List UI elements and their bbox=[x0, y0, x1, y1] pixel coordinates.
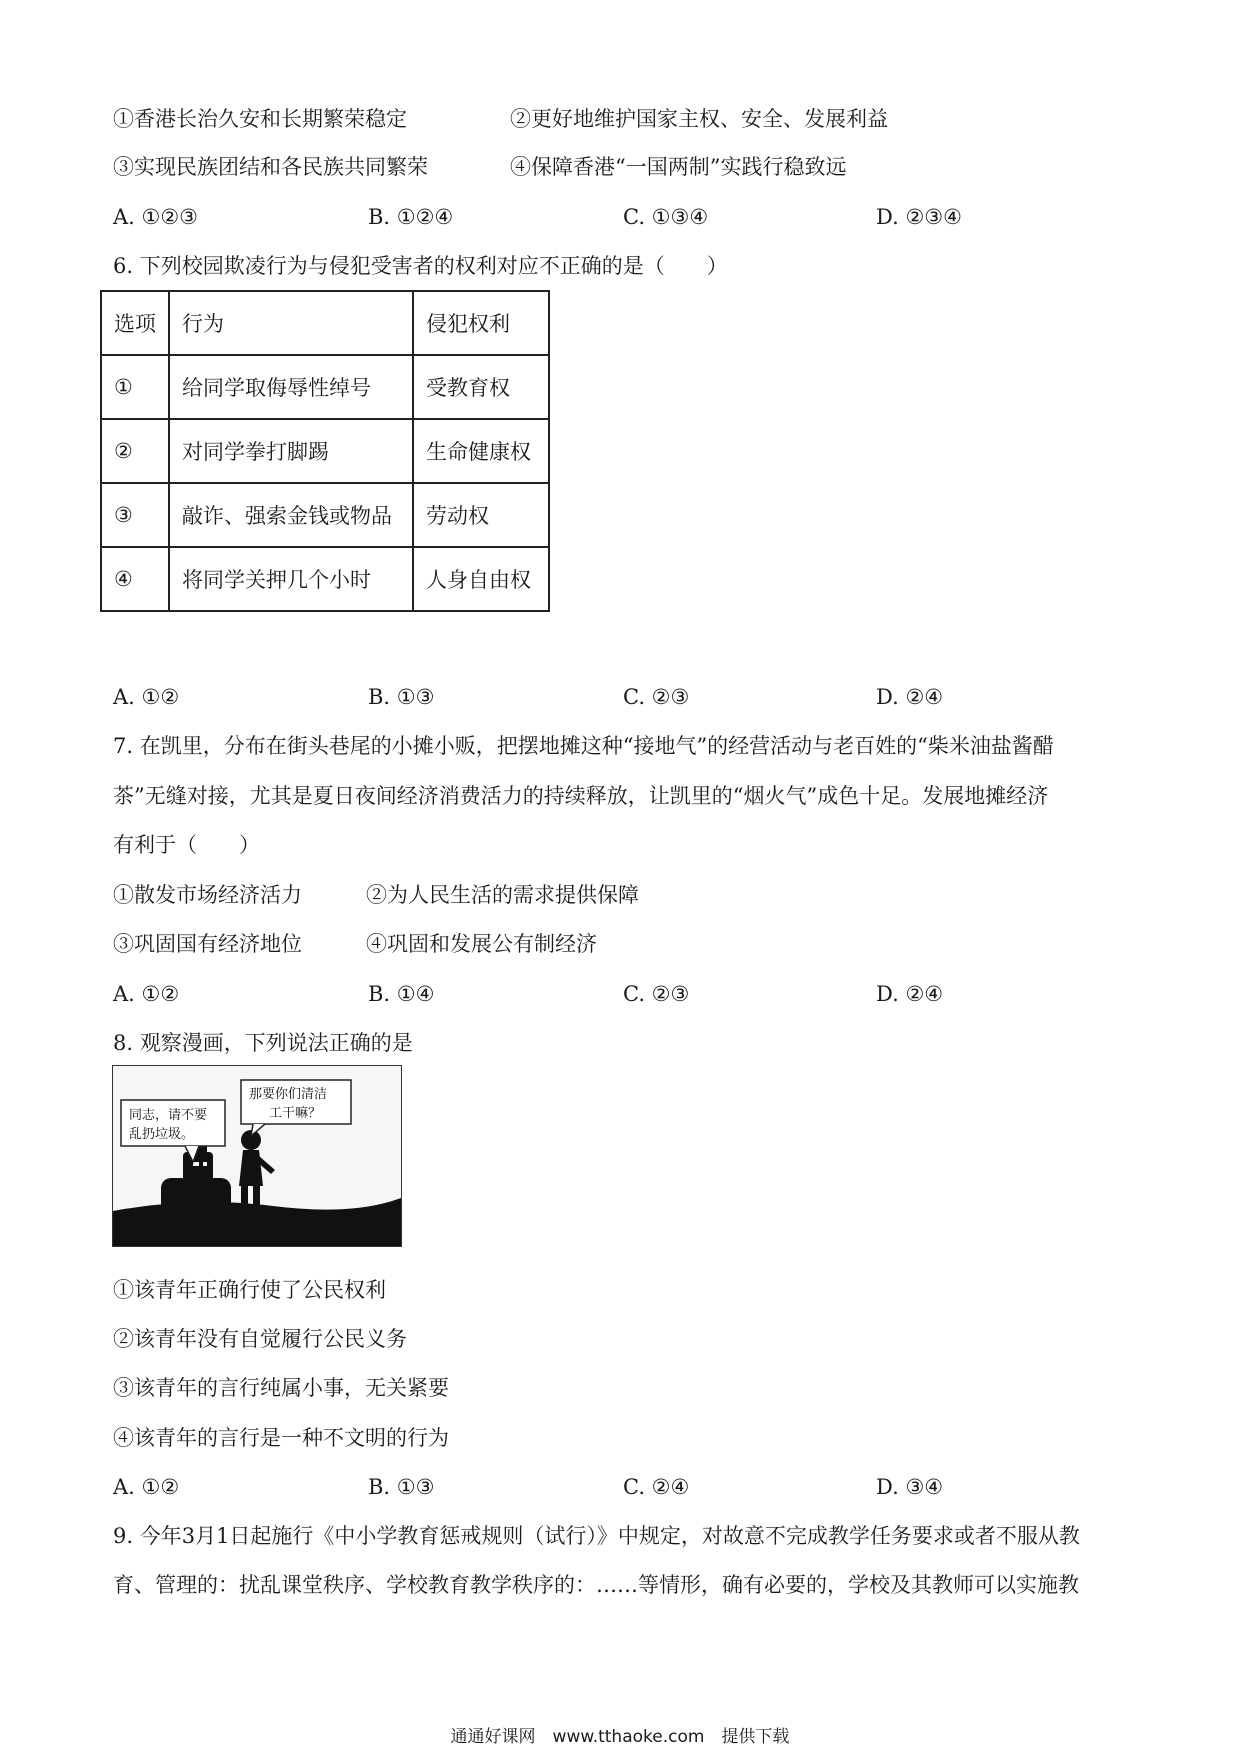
table-row bbox=[101, 419, 549, 483]
q8-statement-2: ②该青年没有自觉履行公民义务 bbox=[113, 1327, 407, 1351]
table-header: 选项 bbox=[101, 291, 169, 355]
q8-statement-3: ③该青年的言行纯属小事，无关紧要 bbox=[113, 1376, 449, 1400]
table-cell: 人身自由权 bbox=[413, 547, 549, 611]
q7-statement-3: ③巩固国有经济地位 bbox=[113, 932, 302, 956]
q9-question-line-2: 育、管理的：扰乱课堂秩序、学校教育教学秩序的：……等情形，确有必要的，学校及其教师可以实施教 bbox=[113, 1573, 1079, 1597]
q6-option-d: D. ②④ bbox=[876, 685, 944, 709]
bubble-right-line-1: 那要你们清洁 bbox=[249, 1087, 328, 1102]
q5-option-a: A. ①②③ bbox=[113, 205, 198, 229]
q7-option-d: D. ②④ bbox=[876, 982, 944, 1006]
table-header: 行为 bbox=[169, 291, 413, 355]
q8-statement-1: ①该青年正确行使了公民权利 bbox=[113, 1278, 386, 1302]
q7-question-line-3: 有利于（ ） bbox=[113, 833, 260, 857]
q7-option-a: A. ①② bbox=[113, 982, 180, 1006]
q8-option-d: D. ③④ bbox=[876, 1475, 944, 1499]
table-cell: 受教育权 bbox=[413, 355, 549, 419]
cartoon-illustration bbox=[113, 1066, 401, 1246]
table-cell: ③ bbox=[101, 483, 169, 547]
q5-statement-3: ③实现民族团结和各民族共同繁荣 bbox=[113, 155, 428, 179]
page-footer: 通通好课网 www.tthaoke.com 提供下载 bbox=[450, 1727, 790, 1747]
q5-statement-2: ②更好地维护国家主权、安全、发展利益 bbox=[510, 107, 888, 131]
q6-option-a: A. ①② bbox=[113, 685, 180, 709]
table-cell: ② bbox=[101, 419, 169, 483]
table-header: 侵犯权利 bbox=[413, 291, 549, 355]
table-cell: 生命健康权 bbox=[413, 419, 549, 483]
q8-statement-4: ④该青年的言行是一种不文明的行为 bbox=[113, 1426, 449, 1450]
q5-option-c: C. ①③④ bbox=[623, 205, 709, 229]
q7-question-line-2: 茶”无缝对接，尤其是夏日夜间经济消费活力的持续释放，让凯里的“烟火气”成色十足。发展地摊经济 bbox=[113, 784, 1049, 808]
q5-option-b: B. ①②④ bbox=[368, 205, 454, 229]
table-row bbox=[101, 483, 549, 547]
q5-statement-4: ④保障香港“一国两制”实践行稳致远 bbox=[510, 155, 847, 179]
bubble-left-line-2: 乱扔垃圾。 bbox=[129, 1127, 195, 1142]
table-cell: 对同学拳打脚踢 bbox=[169, 419, 413, 483]
q6-option-b: B. ①③ bbox=[368, 685, 435, 709]
q8-question: 8. 观察漫画，下列说法正确的是 bbox=[113, 1031, 413, 1055]
table-cell: 劳动权 bbox=[413, 483, 549, 547]
q5-option-d: D. ②③④ bbox=[876, 205, 962, 229]
table-cell: 敲诈、强索金钱或物品 bbox=[169, 483, 413, 547]
q7-statement-4: ④巩固和发展公有制经济 bbox=[366, 932, 597, 956]
cartoon-image bbox=[112, 1065, 402, 1247]
q7-question-line-1: 7. 在凯里，分布在街头巷尾的小摊小贩，把摆地摊这种“接地气”的经营活动与老百姓的“柴米油盐酱醋 bbox=[113, 734, 1054, 758]
table-cell: 将同学关押几个小时 bbox=[169, 547, 413, 611]
q7-option-b: B. ①④ bbox=[368, 982, 435, 1006]
q8-option-b: B. ①③ bbox=[368, 1475, 435, 1499]
table-header-row bbox=[101, 291, 549, 355]
table-cell: ① bbox=[101, 355, 169, 419]
table-cell: 给同学取侮辱性绰号 bbox=[169, 355, 413, 419]
table-row bbox=[101, 547, 549, 611]
bubble-left-line-1: 同志，请不要 bbox=[129, 1108, 208, 1123]
table-row bbox=[101, 355, 549, 419]
q5-statement-1: ①香港长治久安和长期繁荣稳定 bbox=[113, 107, 407, 131]
q6-question: 6. 下列校园欺凌行为与侵犯受害者的权利对应不正确的是（ ） bbox=[113, 254, 728, 278]
q7-statement-2: ②为人民生活的需求提供保障 bbox=[366, 883, 639, 907]
table-cell: ④ bbox=[101, 547, 169, 611]
q8-option-a: A. ①② bbox=[113, 1475, 180, 1499]
q8-option-c: C. ②④ bbox=[623, 1475, 690, 1499]
q9-question-line-1: 9. 今年3月1日起施行《中小学教育惩戒规则（试行）》中规定，对故意不完成教学任务要求或者不服从教 bbox=[113, 1524, 1080, 1548]
q7-option-c: C. ②③ bbox=[623, 982, 690, 1006]
q6-table bbox=[100, 290, 550, 612]
q6-option-c: C. ②③ bbox=[623, 685, 690, 709]
bubble-right-line-2: 工干嘛？ bbox=[269, 1106, 322, 1121]
q7-statement-1: ①散发市场经济活力 bbox=[113, 883, 302, 907]
